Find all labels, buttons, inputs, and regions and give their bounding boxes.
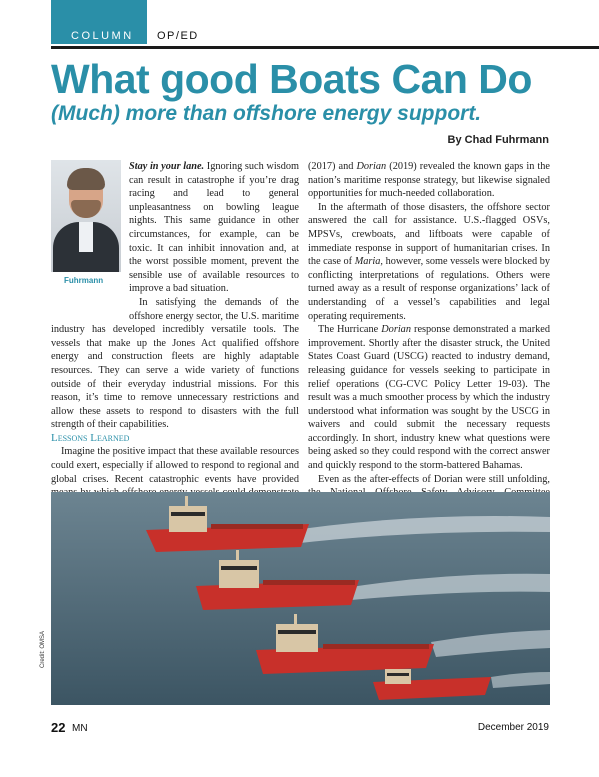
vessel-2-windows	[221, 566, 257, 570]
column-tab-label: COLUMN	[71, 30, 134, 42]
paragraph-3-text-b: (2017) and	[308, 161, 354, 172]
paragraph-5-dorian: Dorian	[381, 324, 411, 336]
vessel-1-bridge	[169, 506, 207, 532]
vessel-3-windows	[278, 630, 316, 634]
article-column-1	[51, 160, 299, 513]
vessel-2-bridge	[219, 560, 259, 588]
byline: By Chad Fuhrmann	[447, 134, 549, 146]
vessel-3-deck	[323, 644, 429, 649]
paragraph-5-text-b: response demonstrated a marked improvement. Shortly after the disaster struck, the United States Coast Guard (USCG) reacted to industry demand, releasing guidance for vessels seeking to participate in relief operations (CG-CVC Policy Letter 19-03). The result was a much smoother process by which the industry understood what information was sought by the USCG in waivers and could submit the necessary requests accordingly. In short, industry knew what questions were being asked so they could respond with the correct answer and quickly respond to the storm-battered Bahamas.	[308, 324, 551, 472]
page-number: 22	[51, 720, 66, 735]
publication-name: MN	[72, 723, 88, 734]
vessel-4-bridge	[385, 669, 411, 684]
vessel-3-bridge	[276, 624, 318, 652]
photo-credit: Credit: OMSA	[40, 630, 46, 668]
paragraph-4-text-b: however, some vessels were blocked by conflicting interpretations of regulations. Others were turned away as a result of response organizations’ lack of understanding of a vessel’s capabilities and legal operating requirements.	[308, 256, 551, 322]
vessels-illustration	[51, 492, 550, 705]
section-label: OP/ED	[157, 30, 199, 42]
vessel-4-windows	[387, 673, 409, 676]
paragraph-4-maria: Maria,	[354, 256, 384, 268]
vessel-1-deck	[211, 524, 303, 529]
author-caption: Fuhrmann	[64, 276, 104, 285]
vessel-3-mast	[294, 614, 297, 626]
paragraph-3-continued	[308, 160, 550, 201]
article-column-2	[308, 160, 550, 527]
paragraph-3-dorian: Dorian	[356, 161, 387, 172]
paragraph-1-text: Ignoring such wisdom can result in catastrophe if you’re drag racing and lead to general unpleasantness on bowling league nights. This same guidance in other circumstances, for example, can be toxic. It can inhibit innovation and, at the worst possible moment, prevent the sensible use of available resources to improve a bad situation.	[129, 161, 299, 295]
vessel-1-mast	[185, 496, 188, 508]
paragraph-3-text-a: Imagine the positive impact that these available resources could exert, especially if allowed to respond to regional and global crises. Recent catastrophic events have provided	[51, 446, 299, 485]
paragraph-5	[308, 323, 550, 473]
vessel-2-mast	[236, 550, 239, 562]
headshot-wrap-spacer	[51, 160, 129, 310]
paragraph-2: In satisfying the demands of the offshore energy sector, the U.S. maritime industry has developed incredibly versatile tools. The vessels that make up the Jones Act qualified offshore energy and construction fleets are highly adaptable resources. They can serve a wide variety of functions outside of their everyday industrial missions. For this reason, it’s time to remove unnecessary restrictions and allow these assets to respond to disasters with the full strength of their capabilities.	[51, 296, 299, 431]
issue-date: December 2019	[477, 722, 549, 733]
paragraph-5-text-a: The Hurricane	[318, 324, 379, 336]
vessels-photo	[51, 492, 550, 705]
article-title: What good Boats Can Do	[51, 56, 532, 102]
header-rule	[51, 46, 599, 49]
vessel-1-windows	[171, 512, 205, 516]
subhead-lessons-learned: Lessons Learned	[51, 431, 130, 444]
paragraph-3-text-c: (2019) revealed the known gaps in the nation’s maritime response strategy, but likewise signaled opportunities for much-needed collaboration.	[308, 161, 550, 200]
paragraph-4-text-a: In the aftermath of those disasters, the offshore sector answered the call for assistance. U.S.-flagged OSVs, MPSVs, crewboats, and liftboats were capable of immediate response in support of humanitarian crises. In the case of	[308, 201, 550, 268]
lead-in: Stay in your lane.	[129, 161, 205, 172]
article-deck: (Much) more than offshore energy support.	[51, 102, 482, 125]
paragraph-4	[308, 201, 550, 323]
paragraph-6: Even as the after-effects of Dorian were still unfolding,	[318, 473, 550, 485]
vessel-2-deck	[263, 580, 355, 585]
